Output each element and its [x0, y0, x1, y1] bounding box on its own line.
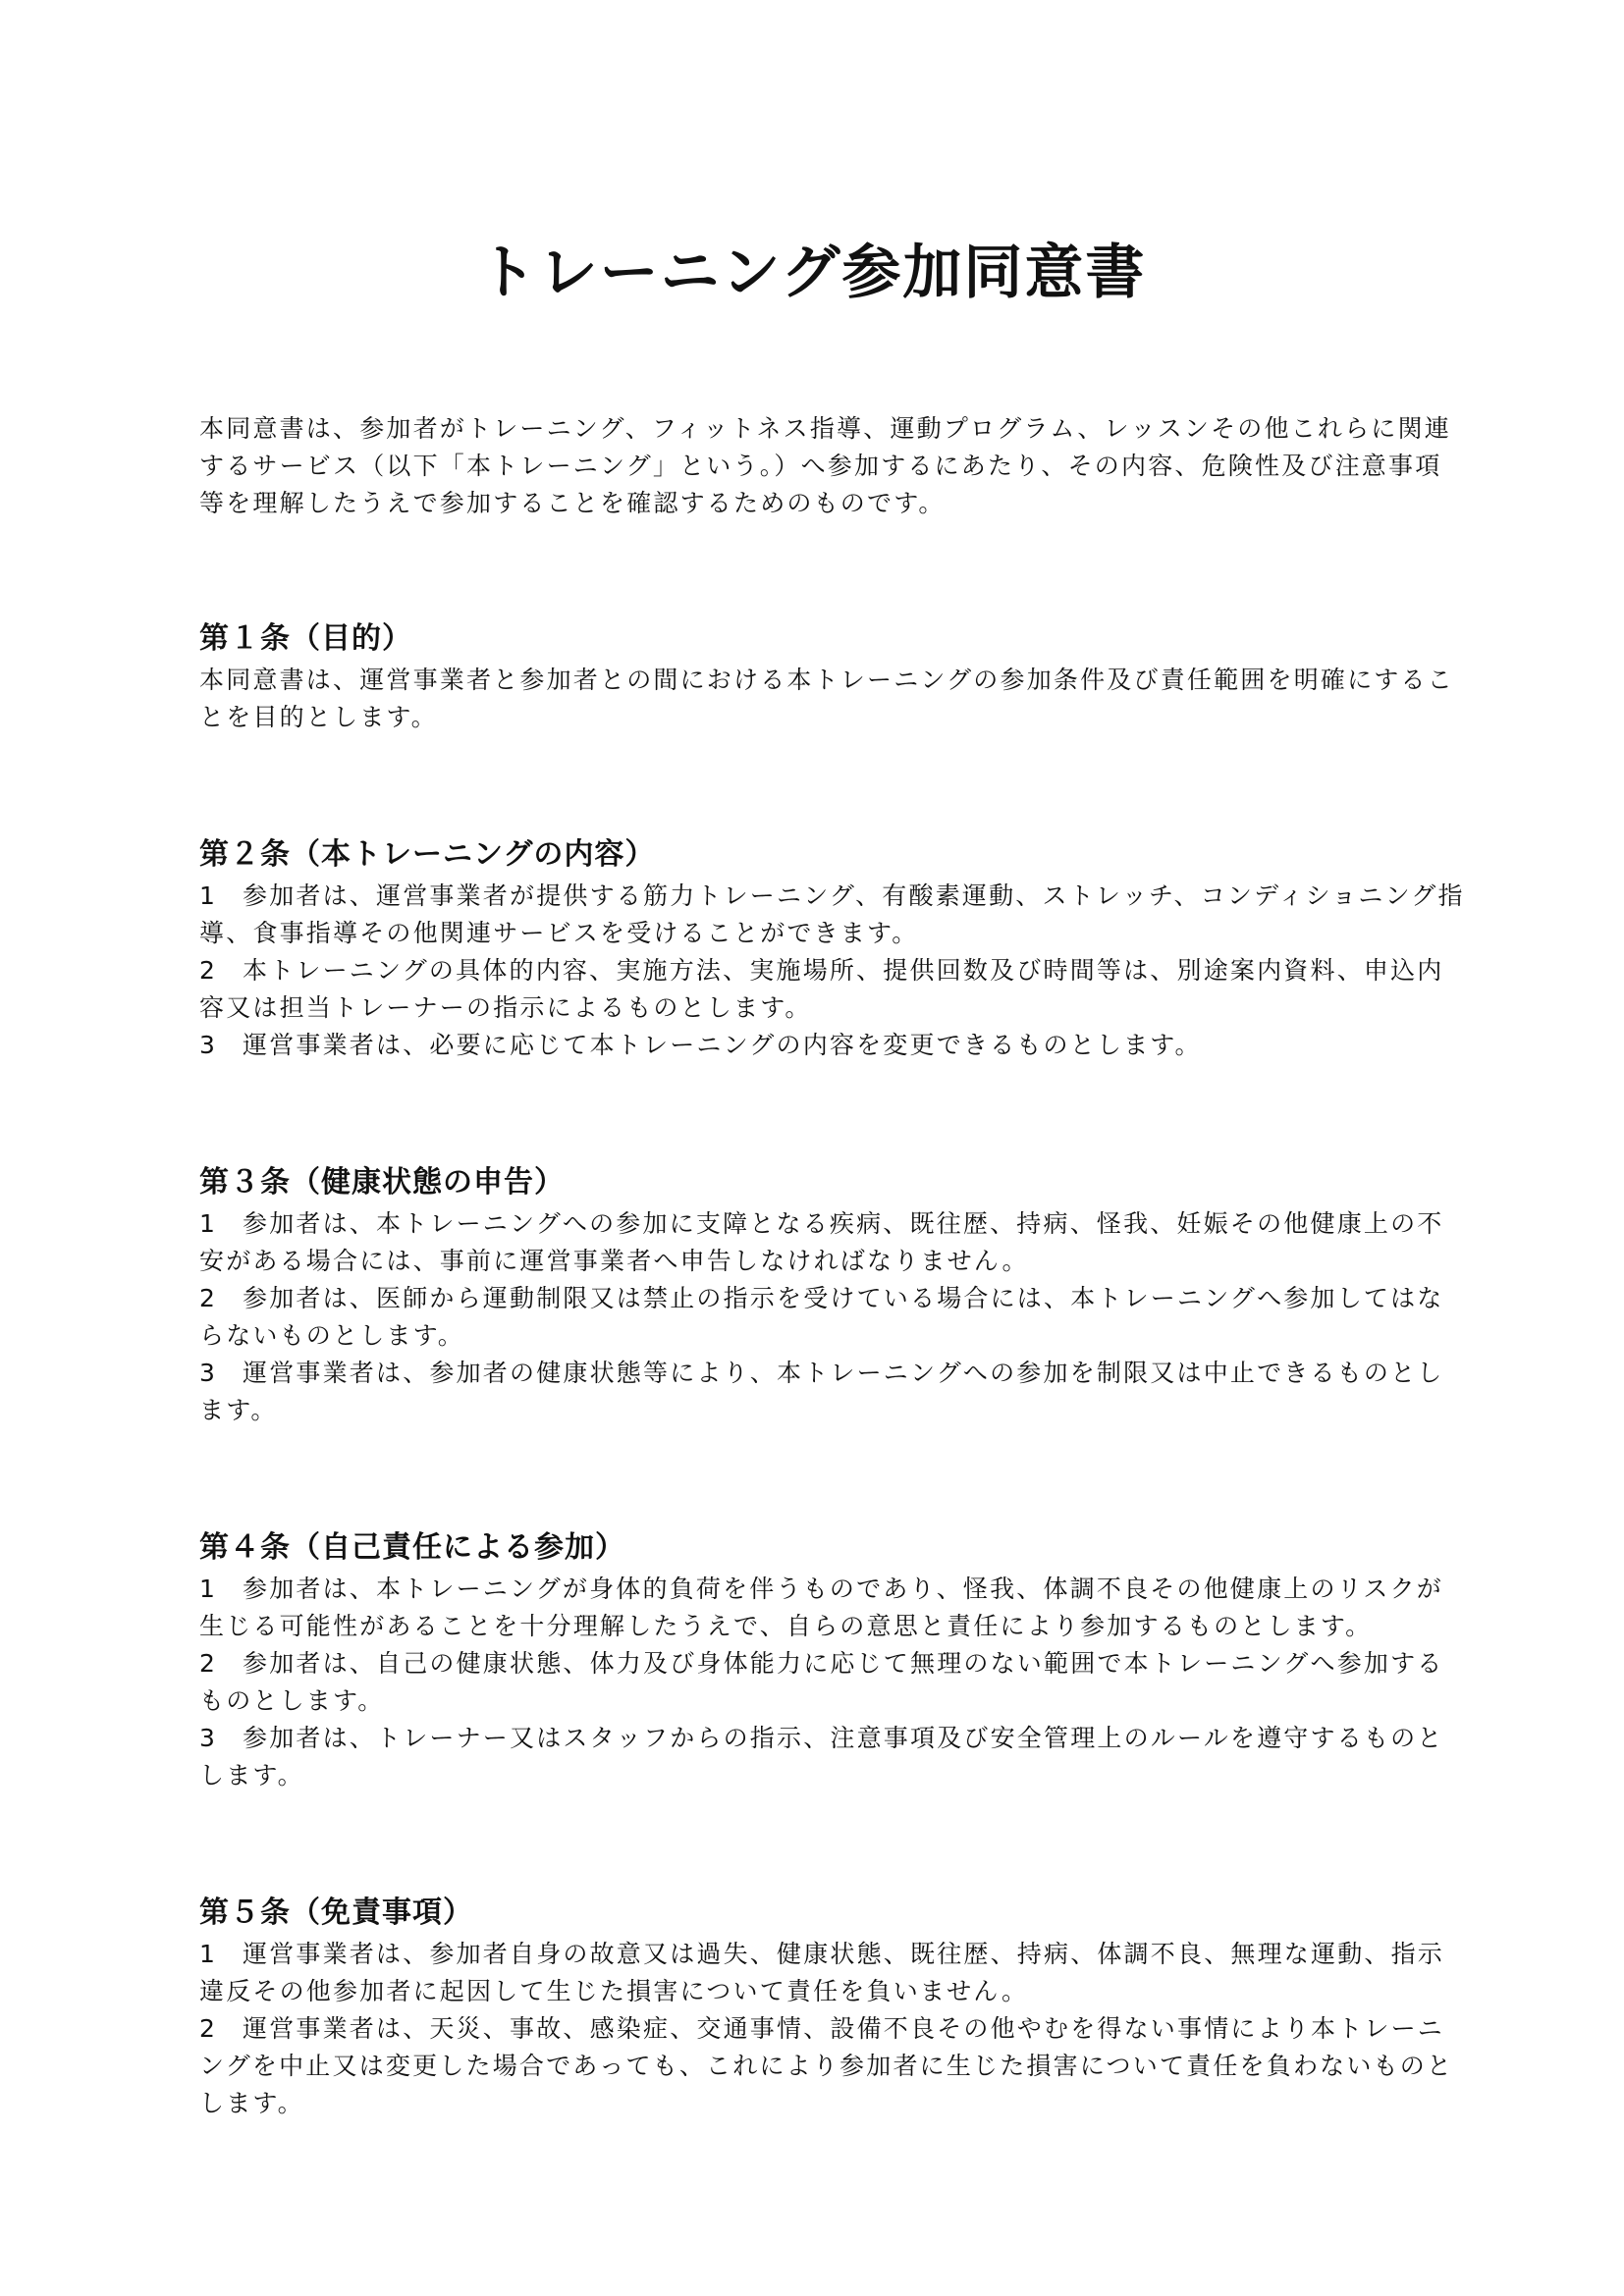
- item-number: 1: [199, 881, 218, 910]
- article-item: [199, 952, 1466, 1027]
- article-3: [199, 1164, 1466, 1429]
- item-text: 運営事業者は、天災、事故、感染症、交通事情、設備不良その他やむを得ない事情により本トレーニングを中止又は変更した場合であっても、これにより参加者に生じた損害について責任を負わないものとします。: [199, 2014, 1454, 2117]
- item-text: 運営事業者は、参加者の健康状態等により、本トレーニングへの参加を制限又は中止できるものとします。: [199, 1359, 1444, 1424]
- item-text: 本トレーニングの具体的内容、実施方法、実施場所、提供回数及び時間等は、別途案内資料、申込内容又は担当トレーナーの指示によるものとします。: [199, 956, 1444, 1022]
- article-heading: 第５条（免責事項）: [199, 1896, 473, 1930]
- article-item: [199, 1645, 1466, 1720]
- item-number: 1: [199, 1940, 218, 1968]
- item-text: 運営事業者は、必要に応じて本トレーニングの内容を変更できるものとします。: [243, 1031, 1202, 1059]
- article-heading: 第４条（自己責任による参加）: [199, 1530, 625, 1565]
- item-number: 1: [199, 1575, 218, 1603]
- document-title: トレーニング参加同意書: [477, 239, 1147, 307]
- document-body: [199, 410, 1466, 2122]
- article-item: [199, 1205, 1466, 1280]
- item-number: 2: [199, 1284, 218, 1312]
- item-text: 参加者は、自己の健康状態、体力及び身体能力に応じて無理のない範囲で本トレーニングへ参加するものとします。: [199, 1649, 1444, 1715]
- item-text: 参加者は、運営事業者が提供する筋力トレーニング、有酸素運動、ストレッチ、コンディショニング指導、食事指導その他関連サービスを受けることができます。: [199, 881, 1465, 947]
- article-2: [199, 836, 1466, 1064]
- intro-paragraph: 本同意書は、参加者がトレーニング、フィットネス指導、運動プログラム、レッスンその他これらに関連するサービス（以下「本トレーニング」という。）へ参加するにあたり、その内容、危険性及び注意事項等を理解したうえで参加することを確認するためのものです。: [199, 414, 1451, 517]
- item-number: 2: [199, 2014, 218, 2043]
- article-body: 本同意書は、運営事業者と参加者との間における本トレーニングの参加条件及び責任範囲を明確にすることを目的とします。: [199, 666, 1454, 731]
- item-number: 2: [199, 956, 218, 985]
- item-text: 参加者は、トレーナー又はスタッフからの指示、注意事項及び安全管理上のルールを遵守するものとします。: [199, 1724, 1444, 1789]
- item-number: 1: [199, 1209, 218, 1238]
- article-item: [199, 1027, 1466, 1064]
- item-text: 参加者は、医師から運動制限又は禁止の指示を受けている場合には、本トレーニングへ参加してはならないものとします。: [199, 1284, 1444, 1350]
- article-heading: 第１条（目的）: [199, 621, 412, 656]
- article-item: [199, 1936, 1466, 2010]
- article-item: [199, 878, 1466, 952]
- article-item: [199, 1280, 1466, 1355]
- article-4: [199, 1529, 1466, 1794]
- item-text: 運営事業者は、参加者自身の故意又は過失、健康状態、既往歴、持病、体調不良、無理な運動、指示違反その他参加者に起因して生じた損害について責任を負いません。: [199, 1940, 1445, 2005]
- item-text: 参加者は、本トレーニングへの参加に支障となる疾病、既往歴、持病、怪我、妊娠その他健康上の不安がある場合には、事前に運営事業者へ申告しなければなりません。: [199, 1209, 1444, 1275]
- article-item: [199, 1355, 1466, 1429]
- article-5: [199, 1895, 1466, 2122]
- item-number: 3: [199, 1031, 218, 1059]
- article-item: [199, 1720, 1466, 1794]
- article-1: [199, 620, 1466, 736]
- article-item: [199, 2010, 1466, 2122]
- item-text: 参加者は、本トレーニングが身体的負荷を伴うものであり、怪我、体調不良その他健康上のリスクが生じる可能性があることを十分理解したうえで、自らの意思と責任により参加するものとします。: [199, 1575, 1444, 1640]
- article-heading: 第３条（健康状態の申告）: [199, 1165, 565, 1200]
- article-item: [199, 1571, 1466, 1645]
- item-number: 2: [199, 1649, 218, 1678]
- item-number: 3: [199, 1359, 218, 1387]
- item-number: 3: [199, 1724, 218, 1752]
- article-heading: 第２条（本トレーニングの内容）: [199, 837, 656, 872]
